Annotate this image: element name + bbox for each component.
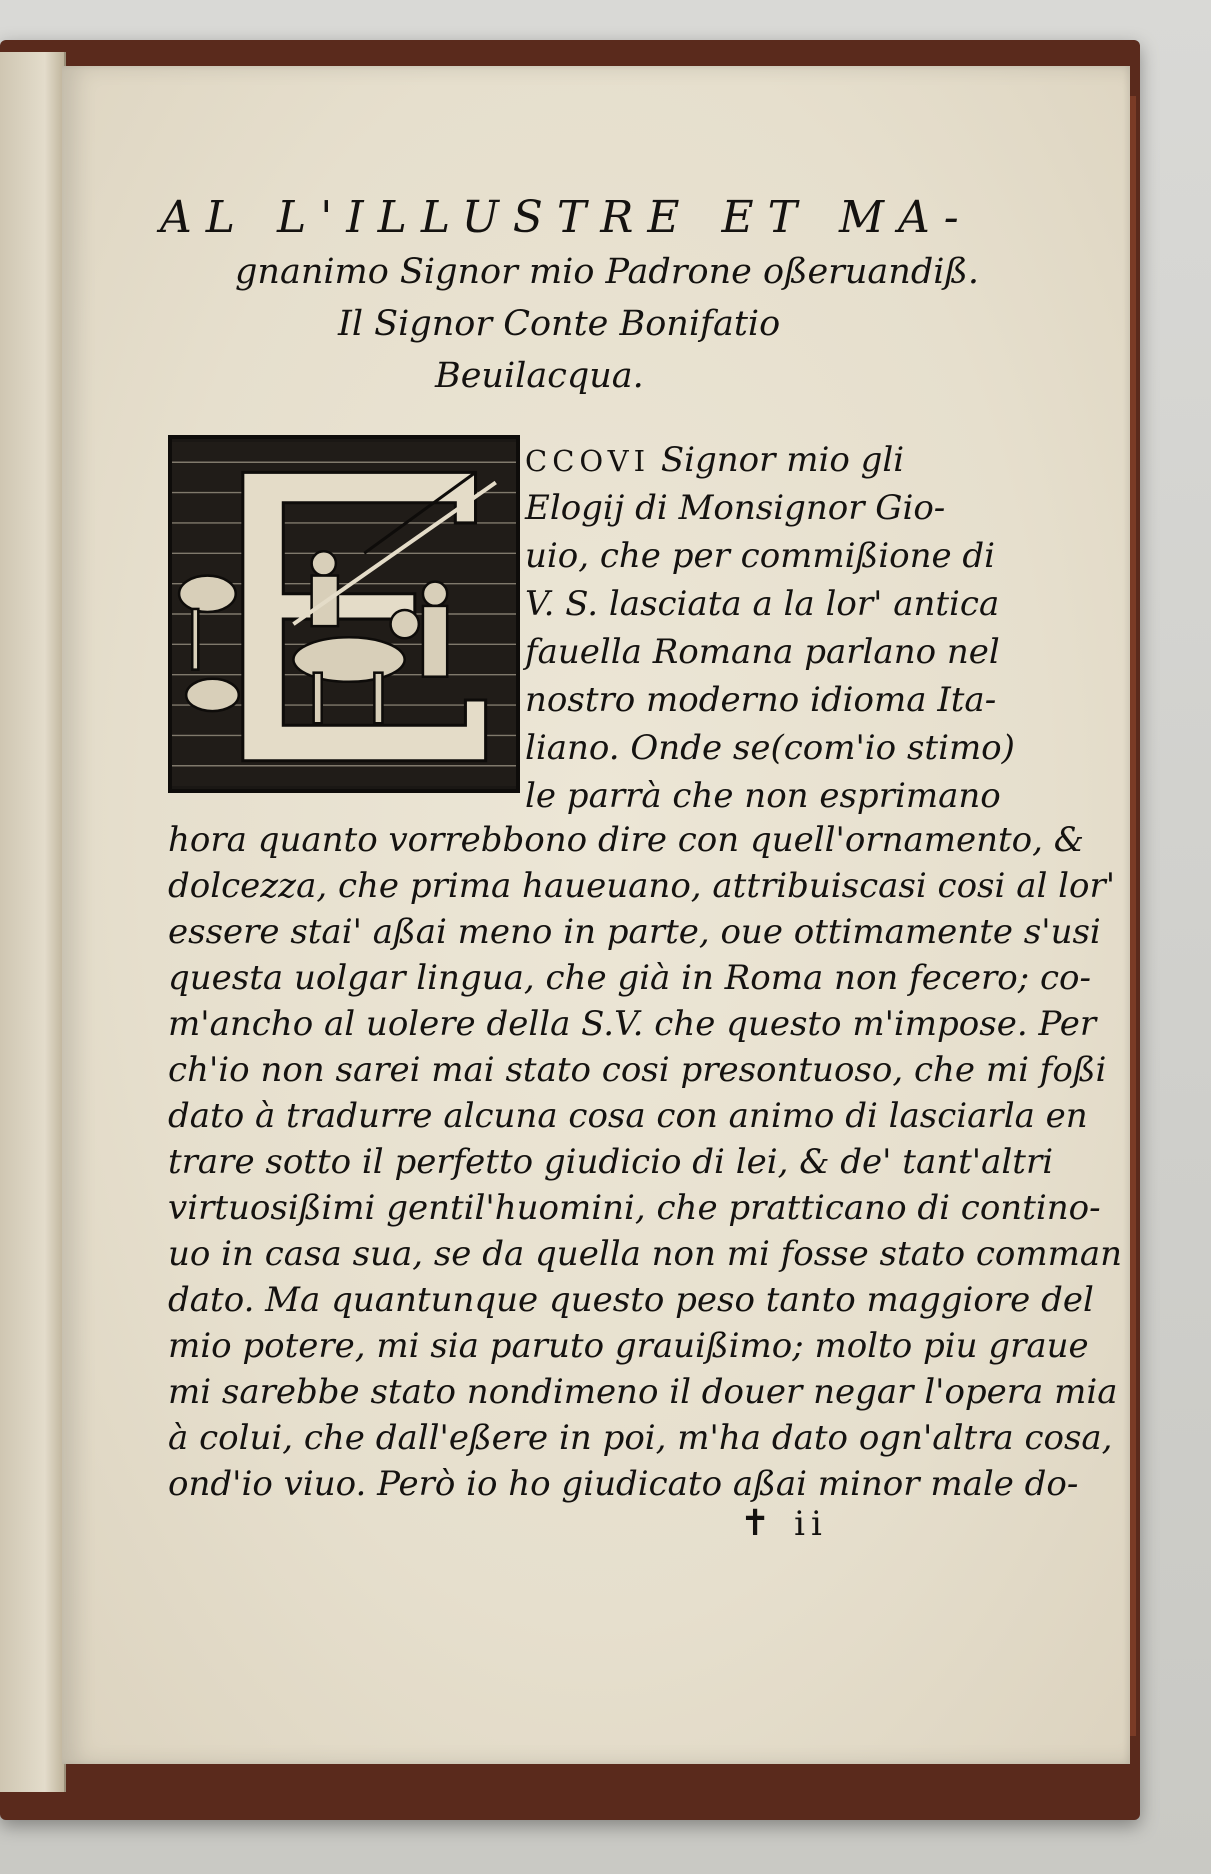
body-line-20: mio potere, mi sia paruto grauißimo; molto piu graue xyxy=(168,1326,1089,1366)
body-line-16: trare sotto il perfetto giudicio di lei, & de' tant'altri xyxy=(168,1142,1054,1182)
body-line-7: liano. Onde se(com'io stimo) xyxy=(525,728,1015,768)
left-page-edge xyxy=(0,52,66,1792)
heading-line-4: Beuilacqua. xyxy=(435,356,644,396)
body-line-11: essere stai' aßai meno in parte, oue ottimamente s'usi xyxy=(168,912,1101,952)
body-line-1-rest: Signor mio gli xyxy=(650,440,905,480)
body-line-9: hora quanto vorrebbono dire con quell'ornamento, & xyxy=(168,820,1085,860)
body-line-15: dato à tradurre alcuna cosa con animo di lasciarla en xyxy=(168,1096,1088,1136)
body-line-21: mi sarebbe stato nondimeno il douer negar l'opera mia xyxy=(168,1372,1118,1412)
cross-icon: ✝ xyxy=(740,1503,777,1544)
body-line-10: dolcezza, che prima haueuano, attribuiscasi cosi al lor' xyxy=(168,866,1116,906)
body-line-5: fauella Romana parlano nel xyxy=(525,632,1000,672)
body-line-22: à colui, che dall'eßere in poi, m'ha dato ogn'altra cosa, xyxy=(168,1418,1113,1458)
body-line-4: V. S. lasciata a la lor' antica xyxy=(525,584,1000,624)
body-line-13: m'ancho al uolere della S.V. che questo m'impose. Per xyxy=(168,1004,1097,1044)
body-line-18: uo in casa sua, se da quella non mi fosse stato comman xyxy=(168,1234,1123,1274)
body-line-8: le parrà che non esprimano xyxy=(525,776,1001,816)
body-line-1 xyxy=(525,438,904,483)
body-line-23: ond'io viuo. Però io ho giudicato aßai minor male do- xyxy=(168,1464,1079,1504)
opening-capitals: CCOVI xyxy=(525,444,651,478)
dedication-heading xyxy=(160,190,979,402)
body-line-19: dato. Ma quantunque questo peso tanto maggiore del xyxy=(168,1280,1094,1320)
signature-mark xyxy=(740,1503,828,1544)
heading-line-3: Il Signor Conte Bonifatio xyxy=(338,304,781,344)
body-line-17: virtuosißimi gentil'huomini, che pratticano di contino- xyxy=(168,1188,1101,1228)
body-line-2: Elogij di Monsignor Gio- xyxy=(525,488,946,528)
signature-text: ii xyxy=(794,1504,828,1544)
body-line-14: ch'io non sarei mai stato cosi presontuoso, che mi foßi xyxy=(168,1050,1107,1090)
heading-line-2: gnanimo Signor mio Padrone oßeruandiß. xyxy=(235,252,979,292)
body-line-3: uio, che per commißione di xyxy=(525,536,996,576)
body-line-12: questa uolgar lingua, che già in Roma non fecero; co- xyxy=(168,958,1091,998)
body-line-6: nostro moderno idioma Ita- xyxy=(525,680,997,720)
heading-line-1: AL L'ILLUSTRE ET MA- xyxy=(160,192,973,243)
woodcut-initial-E-icon xyxy=(168,435,520,793)
